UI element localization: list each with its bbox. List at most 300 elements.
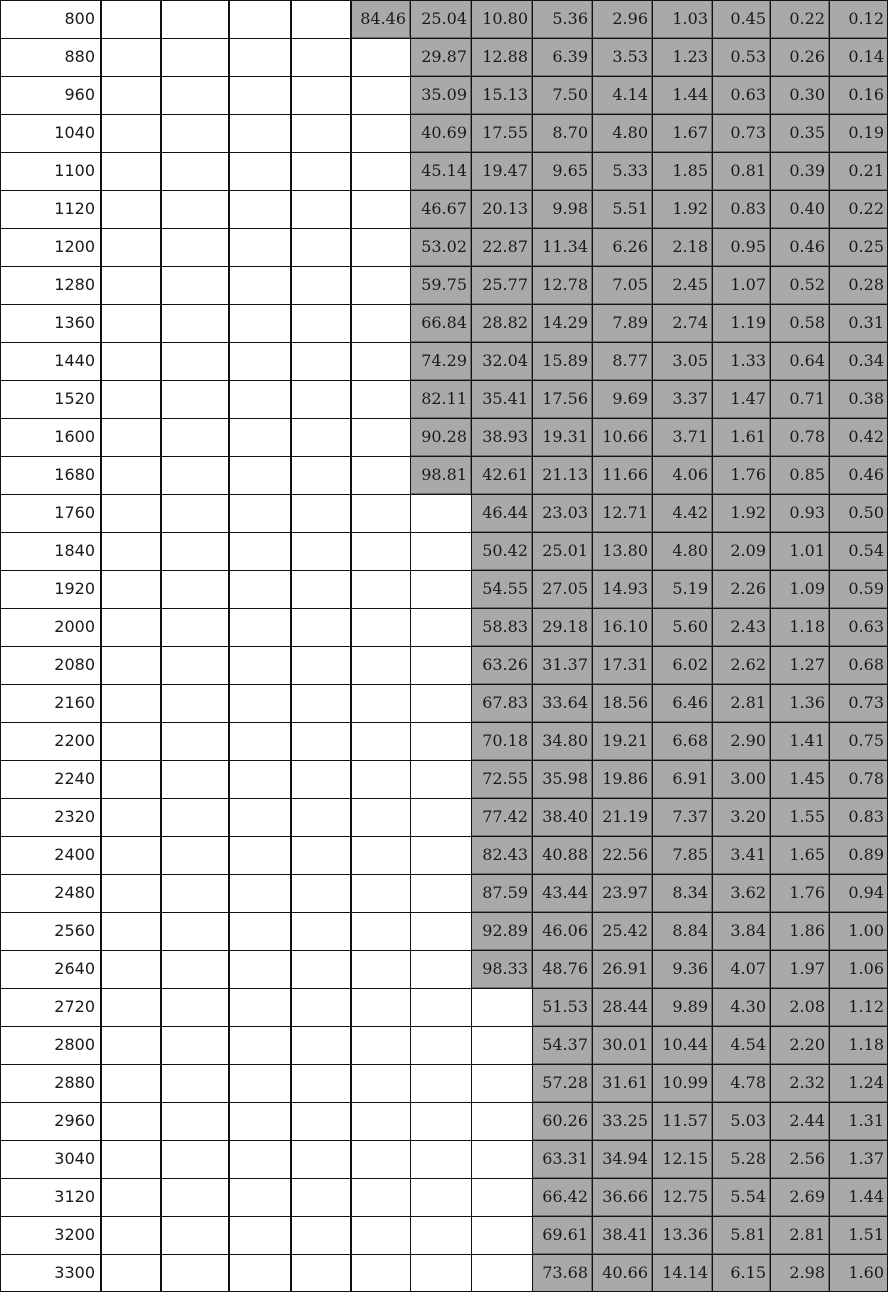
- grid-line-vertical: [100, 0, 102, 1292]
- value-cell: 1.51: [829, 1216, 888, 1254]
- value-cell: 3.53: [592, 38, 652, 76]
- value-cell: 1.24: [829, 1064, 888, 1102]
- row-key-cell: 3200: [54, 1225, 95, 1244]
- empty-cell: [160, 684, 228, 722]
- value-cell: 0.73: [829, 684, 888, 722]
- value-cell: 50.42: [471, 532, 532, 570]
- empty-cell: [350, 1254, 410, 1292]
- value-cell: 2.08: [770, 988, 829, 1026]
- value-cell: 1.61: [712, 418, 770, 456]
- value-cell: 0.53: [712, 38, 770, 76]
- row-key-cell: 800: [64, 9, 95, 28]
- grid-line-horizontal: [0, 304, 888, 305]
- empty-cell: [228, 190, 290, 228]
- empty-cell: [410, 722, 471, 760]
- value-cell: 1.01: [770, 532, 829, 570]
- empty-cell: [290, 912, 350, 950]
- value-cell: 57.28: [532, 1064, 592, 1102]
- value-cell: 87.59: [471, 874, 532, 912]
- table-row: [0, 912, 888, 950]
- empty-cell: [228, 1102, 290, 1140]
- empty-cell: [160, 798, 228, 836]
- value-cell: 7.89: [592, 304, 652, 342]
- value-cell: 5.60: [652, 608, 712, 646]
- value-cell: 3.41: [712, 836, 770, 874]
- grid-line-vertical: [410, 0, 411, 1292]
- empty-cell: [228, 114, 290, 152]
- value-cell: 0.22: [770, 0, 829, 38]
- value-cell: 11.66: [592, 456, 652, 494]
- empty-cell: [228, 456, 290, 494]
- empty-cell: [410, 532, 471, 570]
- empty-cell: [290, 646, 350, 684]
- row-key-cell: 3120: [54, 1187, 95, 1206]
- row-key-cell: 2160: [54, 693, 95, 712]
- empty-cell: [100, 114, 160, 152]
- grid-line-vertical: [350, 0, 352, 1292]
- value-cell: 1.03: [652, 0, 712, 38]
- value-cell: 40.88: [532, 836, 592, 874]
- empty-cell: [228, 1254, 290, 1292]
- value-cell: 1.97: [770, 950, 829, 988]
- empty-cell: [350, 1216, 410, 1254]
- row-key-cell: 2560: [54, 921, 95, 940]
- grid-line-horizontal: [0, 1254, 888, 1255]
- value-cell: 82.11: [410, 380, 471, 418]
- empty-cell: [228, 1216, 290, 1254]
- empty-cell: [100, 760, 160, 798]
- value-cell: 1.23: [652, 38, 712, 76]
- empty-cell: [100, 304, 160, 342]
- empty-cell: [350, 418, 410, 456]
- grid-line-horizontal: [0, 722, 888, 723]
- empty-cell: [350, 228, 410, 266]
- grid-line-horizontal: [0, 266, 888, 267]
- value-cell: 0.50: [829, 494, 888, 532]
- value-cell: 74.29: [410, 342, 471, 380]
- grid-line-horizontal: [0, 798, 888, 799]
- empty-cell: [471, 1216, 532, 1254]
- value-cell: 8.77: [592, 342, 652, 380]
- value-cell: 3.37: [652, 380, 712, 418]
- grid-line-vertical: [0, 0, 1, 1292]
- value-cell: 0.64: [770, 342, 829, 380]
- row-key-cell: 2720: [54, 997, 95, 1016]
- value-cell: 22.56: [592, 836, 652, 874]
- empty-cell: [350, 1102, 410, 1140]
- empty-cell: [290, 570, 350, 608]
- value-cell: 12.75: [652, 1178, 712, 1216]
- empty-cell: [410, 988, 471, 1026]
- value-cell: 73.68: [532, 1254, 592, 1292]
- empty-cell: [228, 836, 290, 874]
- value-cell: 25.01: [532, 532, 592, 570]
- value-cell: 9.36: [652, 950, 712, 988]
- value-cell: 18.56: [592, 684, 652, 722]
- table-row: [0, 1064, 888, 1102]
- empty-cell: [160, 836, 228, 874]
- table-row: [0, 38, 888, 76]
- value-cell: 2.96: [592, 0, 652, 38]
- table-row: [0, 380, 888, 418]
- empty-cell: [410, 1026, 471, 1064]
- empty-cell: [290, 266, 350, 304]
- empty-cell: [100, 0, 160, 38]
- value-cell: 1.18: [829, 1026, 888, 1064]
- grid-line-horizontal: [0, 1140, 888, 1141]
- value-cell: 3.00: [712, 760, 770, 798]
- empty-cell: [228, 912, 290, 950]
- value-cell: 2.81: [712, 684, 770, 722]
- empty-cell: [100, 836, 160, 874]
- empty-cell: [290, 190, 350, 228]
- value-cell: 1.00: [829, 912, 888, 950]
- row-key-cell: 1100: [54, 161, 95, 180]
- grid-line-horizontal: [0, 646, 888, 647]
- empty-cell: [160, 152, 228, 190]
- table-row: [0, 532, 888, 570]
- value-cell: 0.14: [829, 38, 888, 76]
- empty-cell: [100, 988, 160, 1026]
- empty-cell: [290, 798, 350, 836]
- grid-line-vertical: [712, 0, 713, 1292]
- empty-cell: [471, 1140, 532, 1178]
- value-cell: 2.20: [770, 1026, 829, 1064]
- empty-cell: [410, 646, 471, 684]
- value-cell: 1.60: [829, 1254, 888, 1292]
- empty-cell: [100, 570, 160, 608]
- value-cell: 3.05: [652, 342, 712, 380]
- empty-cell: [160, 988, 228, 1026]
- empty-cell: [228, 342, 290, 380]
- row-key-cell: 1840: [54, 541, 95, 560]
- value-cell: 28.44: [592, 988, 652, 1026]
- table-row: [0, 1254, 888, 1292]
- value-cell: 38.93: [471, 418, 532, 456]
- value-cell: 3.84: [712, 912, 770, 950]
- value-cell: 0.46: [829, 456, 888, 494]
- value-cell: 54.37: [532, 1026, 592, 1064]
- empty-cell: [228, 532, 290, 570]
- empty-cell: [160, 38, 228, 76]
- empty-cell: [290, 950, 350, 988]
- empty-cell: [350, 304, 410, 342]
- grid-line-horizontal: [0, 190, 888, 191]
- table-row: [0, 114, 888, 152]
- value-cell: 42.61: [471, 456, 532, 494]
- grid-line-horizontal: [0, 836, 888, 837]
- empty-cell: [100, 152, 160, 190]
- empty-cell: [290, 114, 350, 152]
- empty-cell: [410, 912, 471, 950]
- table-row: [0, 684, 888, 722]
- value-cell: 77.42: [471, 798, 532, 836]
- value-cell: 98.81: [410, 456, 471, 494]
- row-key-cell: 1040: [54, 123, 95, 142]
- value-cell: 19.21: [592, 722, 652, 760]
- value-cell: 4.30: [712, 988, 770, 1026]
- table-row: [0, 456, 888, 494]
- value-cell: 51.53: [532, 988, 592, 1026]
- empty-cell: [410, 1064, 471, 1102]
- table-row: [0, 836, 888, 874]
- grid-line-horizontal: [0, 1026, 888, 1027]
- value-cell: 8.84: [652, 912, 712, 950]
- empty-cell: [100, 532, 160, 570]
- empty-cell: [350, 988, 410, 1026]
- empty-cell: [160, 0, 228, 38]
- value-cell: 10.99: [652, 1064, 712, 1102]
- row-key-cell: 2960: [54, 1111, 95, 1130]
- row-key-cell: 1280: [54, 275, 95, 294]
- value-cell: 11.57: [652, 1102, 712, 1140]
- value-cell: 19.31: [532, 418, 592, 456]
- empty-cell: [228, 1178, 290, 1216]
- empty-cell: [228, 38, 290, 76]
- value-cell: 0.39: [770, 152, 829, 190]
- value-cell: 12.71: [592, 494, 652, 532]
- value-cell: 82.43: [471, 836, 532, 874]
- value-cell: 38.40: [532, 798, 592, 836]
- empty-cell: [160, 950, 228, 988]
- empty-cell: [290, 1140, 350, 1178]
- empty-cell: [290, 1026, 350, 1064]
- value-cell: 66.42: [532, 1178, 592, 1216]
- value-cell: 2.74: [652, 304, 712, 342]
- value-cell: 16.10: [592, 608, 652, 646]
- row-key-cell: 2080: [54, 655, 95, 674]
- value-cell: 1.18: [770, 608, 829, 646]
- value-cell: 32.04: [471, 342, 532, 380]
- value-cell: 31.61: [592, 1064, 652, 1102]
- row-key-cell: 2880: [54, 1073, 95, 1092]
- empty-cell: [410, 798, 471, 836]
- row-key-cell: 2000: [54, 617, 95, 636]
- empty-cell: [228, 0, 290, 38]
- value-cell: 38.41: [592, 1216, 652, 1254]
- value-cell: 0.38: [829, 380, 888, 418]
- grid-line-horizontal: [0, 912, 888, 913]
- value-cell: 0.94: [829, 874, 888, 912]
- empty-cell: [160, 1254, 228, 1292]
- empty-cell: [160, 76, 228, 114]
- value-cell: 0.21: [829, 152, 888, 190]
- value-cell: 4.07: [712, 950, 770, 988]
- value-cell: 63.31: [532, 1140, 592, 1178]
- value-cell: 0.42: [829, 418, 888, 456]
- table-row: [0, 76, 888, 114]
- value-cell: 5.03: [712, 1102, 770, 1140]
- grid-line-horizontal: [0, 380, 888, 381]
- empty-cell: [160, 646, 228, 684]
- empty-cell: [160, 380, 228, 418]
- value-cell: 46.44: [471, 494, 532, 532]
- value-cell: 53.02: [410, 228, 471, 266]
- empty-cell: [290, 0, 350, 38]
- grid-line-horizontal: [0, 114, 888, 115]
- empty-cell: [410, 950, 471, 988]
- value-cell: 98.33: [471, 950, 532, 988]
- value-cell: 1.45: [770, 760, 829, 798]
- value-cell: 6.15: [712, 1254, 770, 1292]
- value-cell: 19.86: [592, 760, 652, 798]
- empty-cell: [100, 1254, 160, 1292]
- empty-cell: [350, 266, 410, 304]
- value-cell: 72.55: [471, 760, 532, 798]
- row-key-cell: 880: [64, 47, 95, 66]
- value-cell: 2.44: [770, 1102, 829, 1140]
- row-key-cell: 1120: [54, 199, 95, 218]
- grid-line-vertical: [770, 0, 771, 1292]
- value-cell: 14.14: [652, 1254, 712, 1292]
- empty-cell: [100, 1178, 160, 1216]
- value-cell: 48.76: [532, 950, 592, 988]
- empty-cell: [410, 570, 471, 608]
- empty-cell: [228, 1064, 290, 1102]
- value-cell: 4.78: [712, 1064, 770, 1102]
- value-cell: 6.46: [652, 684, 712, 722]
- value-cell: 1.09: [770, 570, 829, 608]
- value-cell: 58.83: [471, 608, 532, 646]
- value-cell: 6.26: [592, 228, 652, 266]
- grid-line-vertical: [160, 0, 162, 1292]
- empty-cell: [228, 570, 290, 608]
- empty-cell: [228, 418, 290, 456]
- grid-line-horizontal: [0, 342, 888, 343]
- empty-cell: [228, 874, 290, 912]
- value-cell: 0.40: [770, 190, 829, 228]
- value-cell: 10.44: [652, 1026, 712, 1064]
- value-cell: 2.09: [712, 532, 770, 570]
- value-cell: 0.16: [829, 76, 888, 114]
- row-key-cell: 2320: [54, 807, 95, 826]
- value-cell: 28.82: [471, 304, 532, 342]
- empty-cell: [228, 798, 290, 836]
- empty-cell: [290, 836, 350, 874]
- empty-cell: [100, 950, 160, 988]
- value-cell: 60.26: [532, 1102, 592, 1140]
- value-cell: 92.89: [471, 912, 532, 950]
- empty-cell: [290, 1064, 350, 1102]
- empty-cell: [410, 836, 471, 874]
- row-key-cell: 1200: [54, 237, 95, 256]
- empty-cell: [350, 76, 410, 114]
- empty-cell: [100, 1064, 160, 1102]
- empty-cell: [350, 836, 410, 874]
- empty-cell: [160, 418, 228, 456]
- empty-cell: [290, 722, 350, 760]
- empty-cell: [160, 304, 228, 342]
- empty-cell: [160, 874, 228, 912]
- value-cell: 6.91: [652, 760, 712, 798]
- value-cell: 1.33: [712, 342, 770, 380]
- row-key-cell: 1920: [54, 579, 95, 598]
- value-cell: 40.69: [410, 114, 471, 152]
- row-key-cell: 1760: [54, 503, 95, 522]
- empty-cell: [228, 380, 290, 418]
- value-cell: 0.78: [829, 760, 888, 798]
- value-cell: 7.05: [592, 266, 652, 304]
- value-cell: 0.83: [829, 798, 888, 836]
- table-row: [0, 418, 888, 456]
- empty-cell: [290, 494, 350, 532]
- empty-cell: [160, 570, 228, 608]
- value-cell: 3.62: [712, 874, 770, 912]
- value-cell: 0.30: [770, 76, 829, 114]
- empty-cell: [350, 152, 410, 190]
- value-cell: 0.35: [770, 114, 829, 152]
- value-cell: 0.83: [712, 190, 770, 228]
- empty-cell: [290, 342, 350, 380]
- empty-cell: [410, 1140, 471, 1178]
- value-cell: 0.54: [829, 532, 888, 570]
- empty-cell: [290, 988, 350, 1026]
- empty-cell: [100, 1026, 160, 1064]
- value-cell: 2.56: [770, 1140, 829, 1178]
- empty-cell: [410, 684, 471, 722]
- row-key-cell: 2240: [54, 769, 95, 788]
- grid-line-horizontal: [0, 1102, 888, 1103]
- value-cell: 5.33: [592, 152, 652, 190]
- value-cell: 2.18: [652, 228, 712, 266]
- value-cell: 35.98: [532, 760, 592, 798]
- empty-cell: [410, 1216, 471, 1254]
- value-cell: 54.55: [471, 570, 532, 608]
- empty-cell: [290, 456, 350, 494]
- value-cell: 46.67: [410, 190, 471, 228]
- value-cell: 0.22: [829, 190, 888, 228]
- empty-cell: [410, 760, 471, 798]
- value-cell: 1.27: [770, 646, 829, 684]
- value-cell: 15.89: [532, 342, 592, 380]
- value-cell: 0.75: [829, 722, 888, 760]
- empty-cell: [350, 912, 410, 950]
- empty-cell: [160, 608, 228, 646]
- row-key-cell: 2480: [54, 883, 95, 902]
- empty-cell: [471, 1064, 532, 1102]
- empty-cell: [228, 646, 290, 684]
- empty-cell: [160, 722, 228, 760]
- value-cell: 17.31: [592, 646, 652, 684]
- empty-cell: [290, 608, 350, 646]
- table-row: [0, 0, 888, 38]
- value-cell: 0.46: [770, 228, 829, 266]
- empty-cell: [100, 228, 160, 266]
- value-cell: 0.68: [829, 646, 888, 684]
- row-key-cell: 1680: [54, 465, 95, 484]
- value-cell: 1.67: [652, 114, 712, 152]
- value-cell: 29.18: [532, 608, 592, 646]
- value-cell: 5.51: [592, 190, 652, 228]
- empty-cell: [350, 380, 410, 418]
- empty-cell: [100, 418, 160, 456]
- value-cell: 0.78: [770, 418, 829, 456]
- empty-cell: [100, 1216, 160, 1254]
- empty-cell: [290, 1254, 350, 1292]
- empty-cell: [290, 760, 350, 798]
- grid-line-vertical: [652, 0, 653, 1292]
- value-cell: 9.98: [532, 190, 592, 228]
- value-cell: 46.06: [532, 912, 592, 950]
- empty-cell: [160, 760, 228, 798]
- empty-cell: [350, 38, 410, 76]
- empty-cell: [160, 1064, 228, 1102]
- empty-cell: [100, 190, 160, 228]
- value-cell: 0.26: [770, 38, 829, 76]
- value-cell: 90.28: [410, 418, 471, 456]
- value-cell: 1.76: [712, 456, 770, 494]
- empty-cell: [350, 608, 410, 646]
